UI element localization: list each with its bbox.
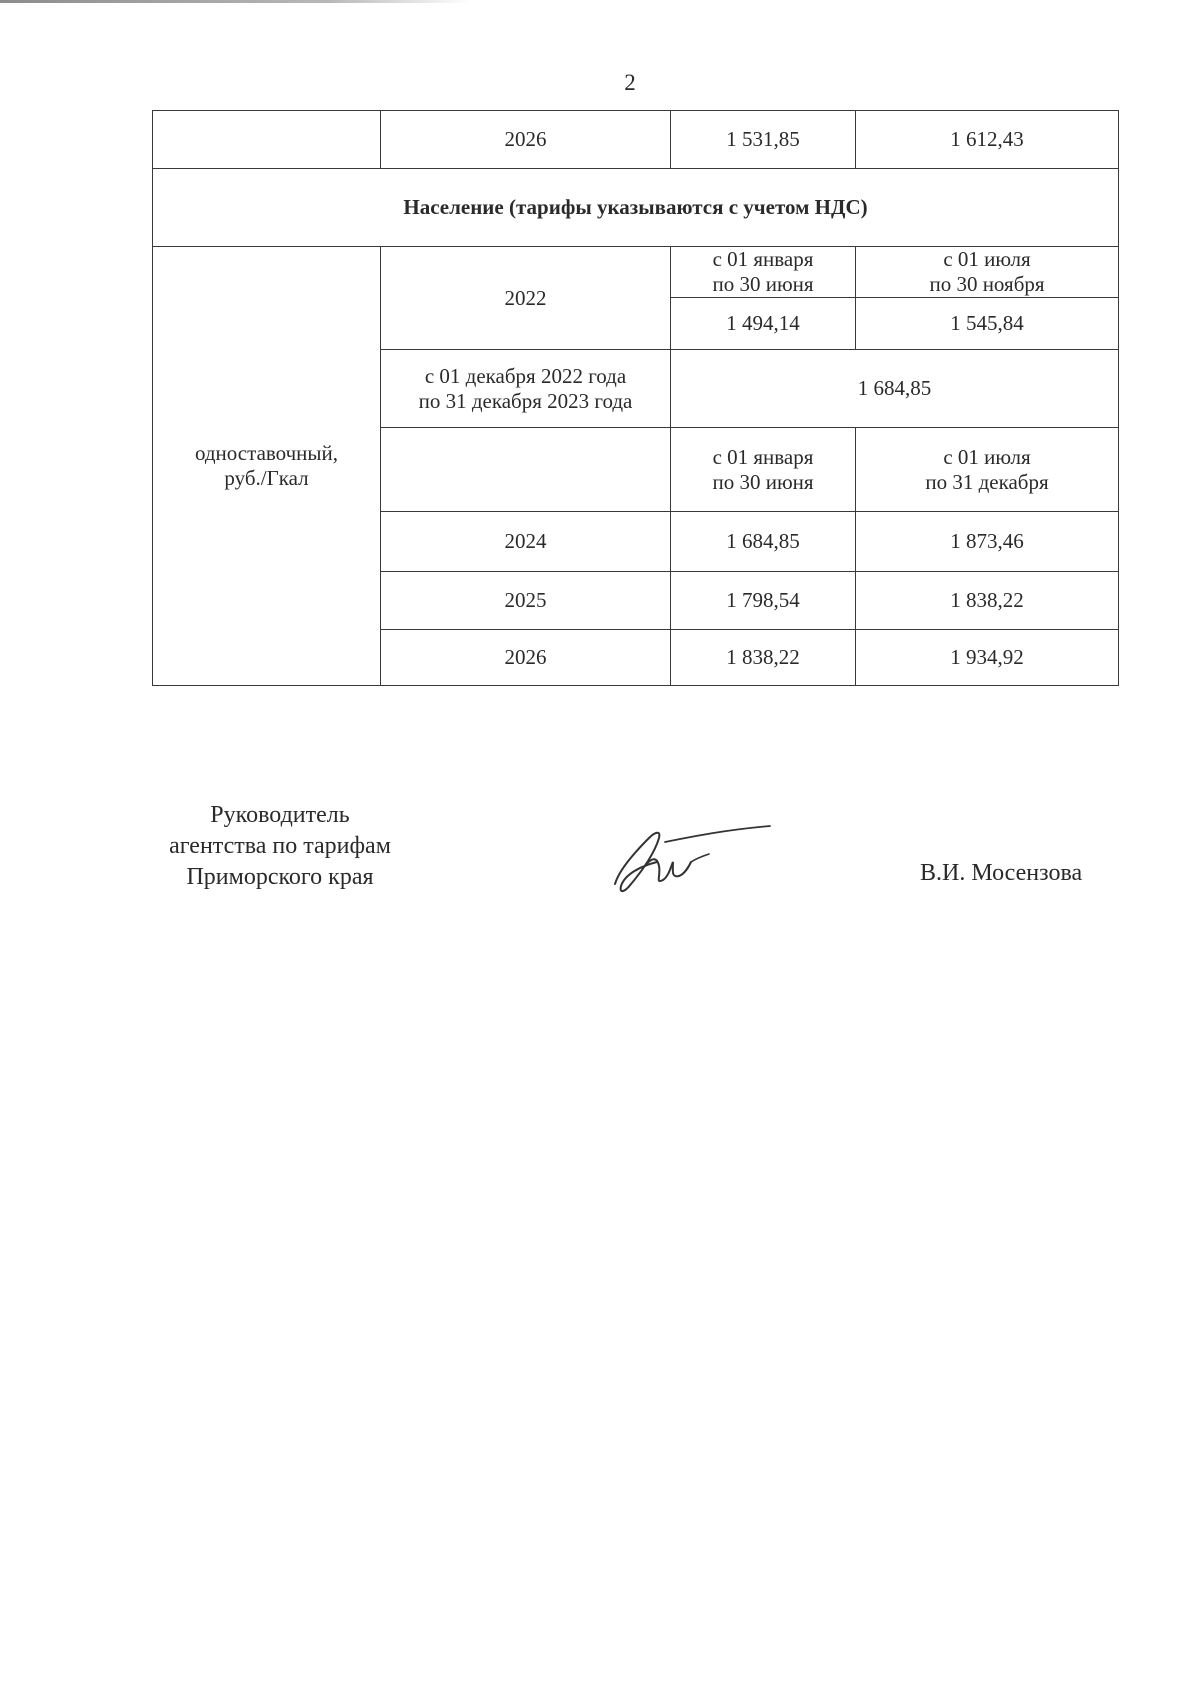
- scan-edge: [0, 0, 470, 3]
- signer-name: В.И. Мосензова: [920, 860, 1083, 886]
- value-cell: 1 798,54: [671, 572, 856, 630]
- value-cell: 1 684,85: [671, 512, 856, 572]
- table-cell-empty: [381, 428, 671, 512]
- value-cell: 1 838,22: [671, 630, 856, 686]
- handwritten-signature: [605, 822, 780, 902]
- period-cell: с 01 июля по 30 ноября: [856, 247, 1119, 298]
- tariff-table: [152, 110, 1119, 686]
- table-row: [153, 111, 1119, 169]
- year-cell: 2025: [381, 572, 671, 630]
- value-cell: 1 494,14: [671, 298, 856, 350]
- value-cell: 1 545,84: [856, 298, 1119, 350]
- value-cell: 1 934,92: [856, 630, 1119, 686]
- table-cell-empty: [153, 111, 381, 169]
- period-cell: с 01 декабря 2022 года по 31 декабря 2023 года: [381, 350, 671, 428]
- tariff-type-label: одноставочный, руб./Гкал: [153, 247, 381, 686]
- value-cell: 1 684,85: [671, 350, 1119, 428]
- position-title: Руководитель агентства по тарифам Приморского края: [169, 802, 391, 890]
- year-cell: 2026: [381, 630, 671, 686]
- year-cell: 2024: [381, 512, 671, 572]
- section-heading-row: [153, 169, 1119, 247]
- period-cell: с 01 января по 30 июня: [671, 247, 856, 298]
- year-cell: 2022: [381, 247, 671, 350]
- page-number: 2: [624, 70, 636, 95]
- table-row: [153, 247, 1119, 298]
- section-heading: Население (тарифы указываются с учетом НДС): [153, 169, 1119, 247]
- year-cell: 2026: [381, 111, 671, 169]
- value-cell: 1 531,85: [671, 111, 856, 169]
- value-cell: 1 612,43: [856, 111, 1119, 169]
- value-cell: 1 838,22: [856, 572, 1119, 630]
- period-cell: с 01 января по 30 июня: [671, 428, 856, 512]
- value-cell: 1 873,46: [856, 512, 1119, 572]
- period-cell: с 01 июля по 31 декабря: [856, 428, 1119, 512]
